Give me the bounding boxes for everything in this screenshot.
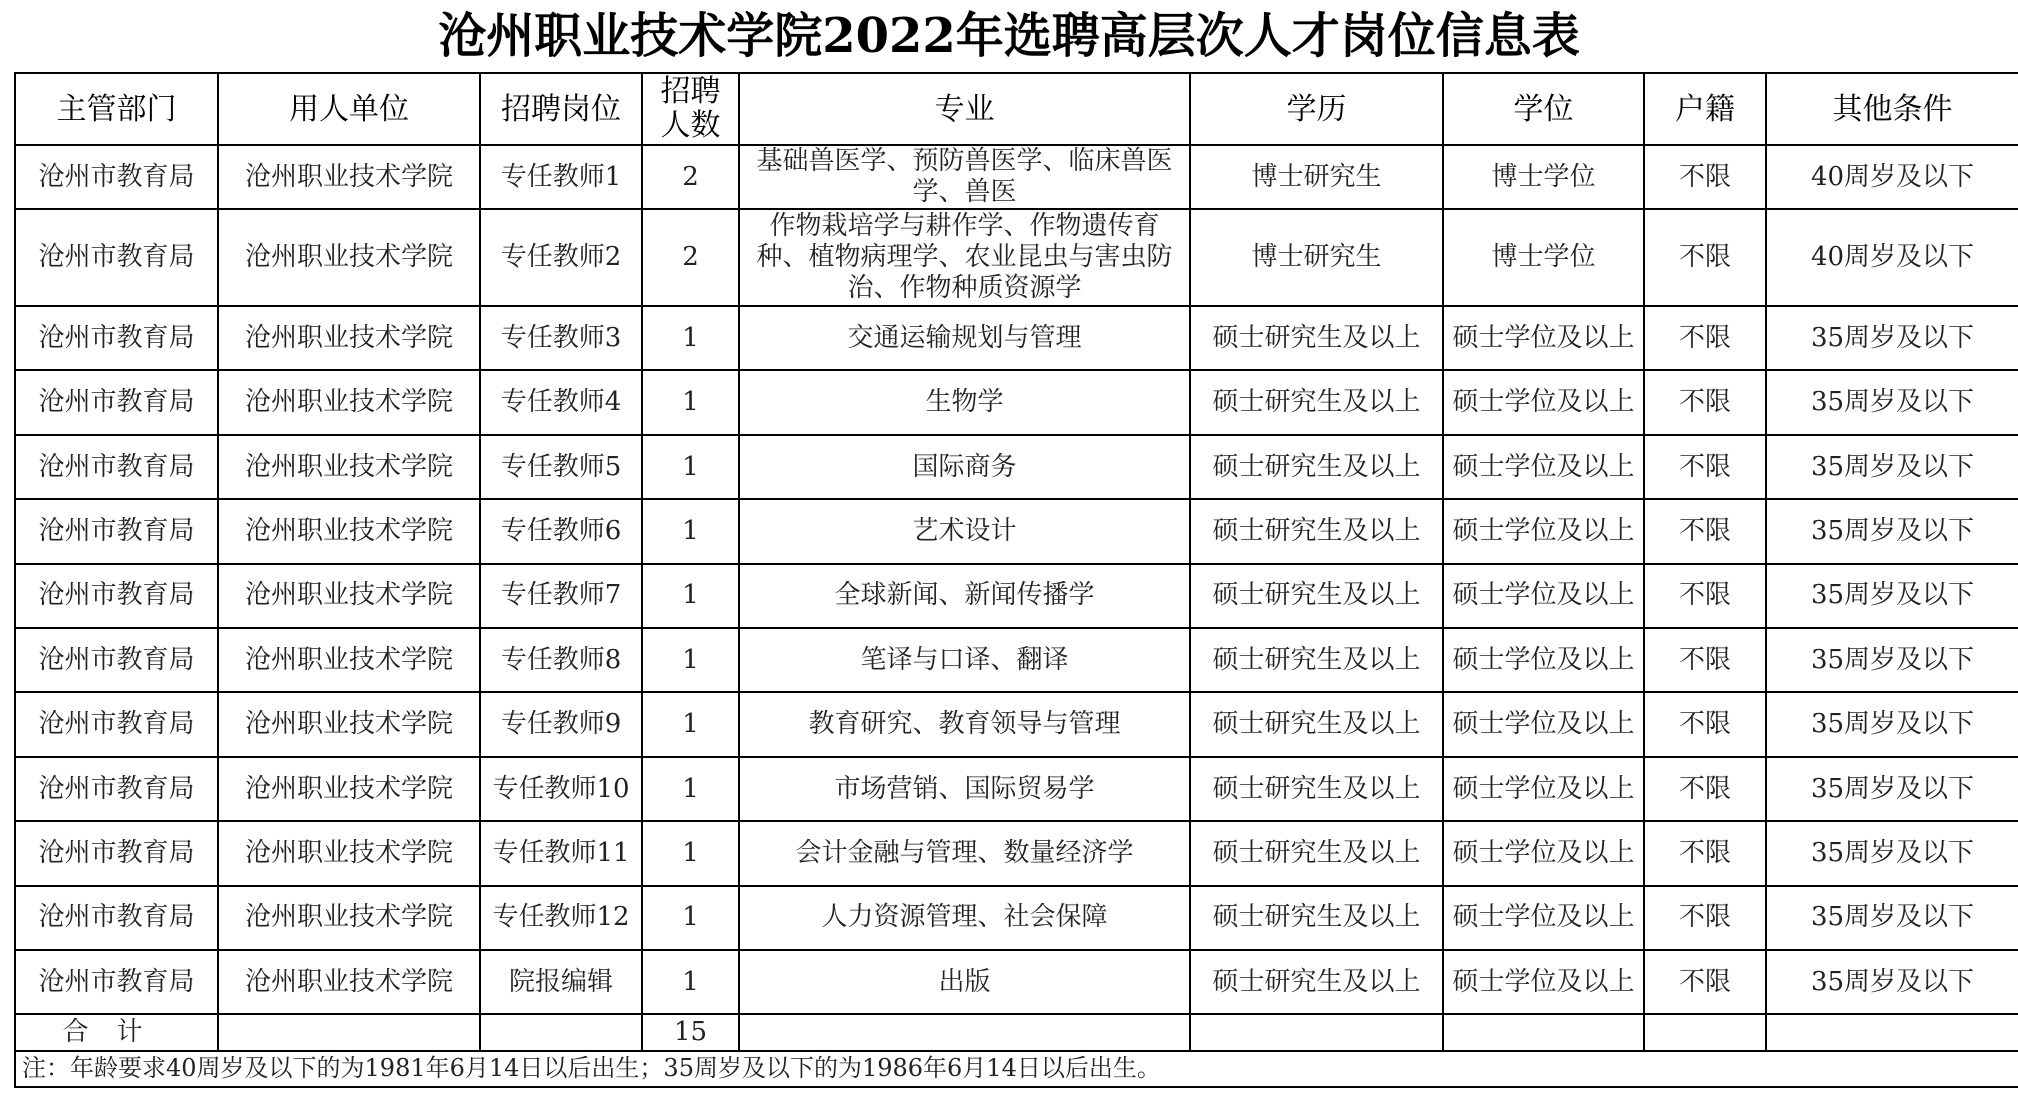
cell-employer: 沧州职业技术学院 <box>218 821 480 885</box>
cell-department: 沧州市教育局 <box>15 306 218 370</box>
cell-other: 40周岁及以下 <box>1766 145 2018 209</box>
table-row <box>15 950 2018 1014</box>
cell-other: 40周岁及以下 <box>1766 209 2018 306</box>
page-title: 沧州职业技术学院2022年选聘高层次人才岗位信息表 <box>438 8 1580 64</box>
cell-employer: 沧州职业技术学院 <box>218 370 480 434</box>
cell-department: 沧州市教育局 <box>15 692 218 756</box>
cell-position: 专任教师11 <box>480 821 642 885</box>
cell-major: 交通运输规划与管理 <box>739 306 1190 370</box>
cell-department: 沧州市教育局 <box>15 145 218 209</box>
cell-major: 艺术设计 <box>739 499 1190 563</box>
cell-major: 笔译与口译、翻译 <box>739 628 1190 692</box>
cell-degree: 硕士学位及以上 <box>1443 628 1644 692</box>
cell-other: 35周岁及以下 <box>1766 821 2018 885</box>
cell-other: 35周岁及以下 <box>1766 306 2018 370</box>
total-label: 合计 <box>15 1014 218 1050</box>
cell-department: 沧州市教育局 <box>15 564 218 628</box>
cell-count: 1 <box>642 692 739 756</box>
cell-other: 35周岁及以下 <box>1766 692 2018 756</box>
cell-major: 基础兽医学、预防兽医学、临床兽医学、兽医 <box>739 145 1190 209</box>
cell-count: 1 <box>642 628 739 692</box>
cell-education: 硕士研究生及以上 <box>1190 628 1443 692</box>
note-row <box>15 1051 2018 1087</box>
cell-count: 1 <box>642 886 739 950</box>
cell-household: 不限 <box>1644 306 1766 370</box>
cell-education: 硕士研究生及以上 <box>1190 886 1443 950</box>
cell-other: 35周岁及以下 <box>1766 564 2018 628</box>
table-row <box>15 821 2018 885</box>
cell-count: 1 <box>642 499 739 563</box>
cell-position: 专任教师3 <box>480 306 642 370</box>
table-row <box>15 145 2018 209</box>
cell-education: 硕士研究生及以上 <box>1190 435 1443 499</box>
cell-department: 沧州市教育局 <box>15 628 218 692</box>
cell-household: 不限 <box>1644 145 1766 209</box>
cell-other: 35周岁及以下 <box>1766 628 2018 692</box>
cell-empty <box>1443 1014 1644 1050</box>
cell-department: 沧州市教育局 <box>15 821 218 885</box>
cell-count: 1 <box>642 306 739 370</box>
col-header-degree: 学位 <box>1443 73 1644 145</box>
footnote: 注：年龄要求40周岁及以下的为1981年6月14日以后出生；35周岁及以下的为1986年6月14日以后出生。 <box>15 1051 2018 1087</box>
cell-employer: 沧州职业技术学院 <box>218 435 480 499</box>
cell-count: 1 <box>642 757 739 821</box>
cell-household: 不限 <box>1644 209 1766 306</box>
cell-education: 硕士研究生及以上 <box>1190 370 1443 434</box>
cell-count: 2 <box>642 209 739 306</box>
cell-major: 市场营销、国际贸易学 <box>739 757 1190 821</box>
cell-education: 硕士研究生及以上 <box>1190 499 1443 563</box>
cell-empty <box>218 1014 480 1050</box>
cell-employer: 沧州职业技术学院 <box>218 886 480 950</box>
cell-position: 院报编辑 <box>480 950 642 1014</box>
cell-education: 博士研究生 <box>1190 209 1443 306</box>
table-row <box>15 757 2018 821</box>
table-row <box>15 306 2018 370</box>
cell-household: 不限 <box>1644 757 1766 821</box>
cell-position: 专任教师4 <box>480 370 642 434</box>
cell-household: 不限 <box>1644 435 1766 499</box>
cell-department: 沧州市教育局 <box>15 950 218 1014</box>
cell-household: 不限 <box>1644 564 1766 628</box>
cell-employer: 沧州职业技术学院 <box>218 306 480 370</box>
cell-household: 不限 <box>1644 950 1766 1014</box>
cell-employer: 沧州职业技术学院 <box>218 757 480 821</box>
cell-count: 1 <box>642 821 739 885</box>
cell-degree: 硕士学位及以上 <box>1443 499 1644 563</box>
cell-department: 沧州市教育局 <box>15 886 218 950</box>
cell-education: 硕士研究生及以上 <box>1190 564 1443 628</box>
cell-position: 专任教师2 <box>480 209 642 306</box>
cell-household: 不限 <box>1644 692 1766 756</box>
cell-department: 沧州市教育局 <box>15 499 218 563</box>
col-header-department: 主管部门 <box>15 73 218 145</box>
cell-degree: 硕士学位及以上 <box>1443 886 1644 950</box>
cell-position: 专任教师12 <box>480 886 642 950</box>
col-header-position: 招聘岗位 <box>480 73 642 145</box>
cell-education: 博士研究生 <box>1190 145 1443 209</box>
cell-degree: 硕士学位及以上 <box>1443 306 1644 370</box>
cell-household: 不限 <box>1644 499 1766 563</box>
col-header-other: 其他条件 <box>1766 73 2018 145</box>
positions-table <box>14 72 2018 1088</box>
cell-count: 1 <box>642 370 739 434</box>
cell-employer: 沧州职业技术学院 <box>218 564 480 628</box>
cell-empty <box>1644 1014 1766 1050</box>
header-row <box>15 73 2018 145</box>
cell-employer: 沧州职业技术学院 <box>218 692 480 756</box>
cell-degree: 博士学位 <box>1443 145 1644 209</box>
cell-department: 沧州市教育局 <box>15 209 218 306</box>
cell-degree: 硕士学位及以上 <box>1443 370 1644 434</box>
cell-education: 硕士研究生及以上 <box>1190 821 1443 885</box>
cell-other: 35周岁及以下 <box>1766 950 2018 1014</box>
cell-education: 硕士研究生及以上 <box>1190 950 1443 1014</box>
table-row <box>15 628 2018 692</box>
cell-education: 硕士研究生及以上 <box>1190 692 1443 756</box>
cell-major: 全球新闻、新闻传播学 <box>739 564 1190 628</box>
col-header-employer: 用人单位 <box>218 73 480 145</box>
col-header-major: 专业 <box>739 73 1190 145</box>
total-count: 15 <box>642 1014 739 1050</box>
cell-degree: 博士学位 <box>1443 209 1644 306</box>
cell-degree: 硕士学位及以上 <box>1443 564 1644 628</box>
cell-empty <box>1766 1014 2018 1050</box>
cell-empty <box>1190 1014 1443 1050</box>
cell-department: 沧州市教育局 <box>15 370 218 434</box>
cell-education: 硕士研究生及以上 <box>1190 306 1443 370</box>
table-row <box>15 209 2018 306</box>
col-header-education: 学历 <box>1190 73 1443 145</box>
table-row <box>15 886 2018 950</box>
cell-other: 35周岁及以下 <box>1766 370 2018 434</box>
cell-count: 1 <box>642 950 739 1014</box>
cell-employer: 沧州职业技术学院 <box>218 209 480 306</box>
cell-employer: 沧州职业技术学院 <box>218 628 480 692</box>
cell-position: 专任教师5 <box>480 435 642 499</box>
table-row <box>15 564 2018 628</box>
table-row <box>15 499 2018 563</box>
cell-major: 作物栽培学与耕作学、作物遗传育种、植物病理学、农业昆虫与害虫防治、作物种质资源学 <box>739 209 1190 306</box>
col-header-household: 户籍 <box>1644 73 1766 145</box>
cell-household: 不限 <box>1644 628 1766 692</box>
cell-degree: 硕士学位及以上 <box>1443 821 1644 885</box>
table-row <box>15 692 2018 756</box>
cell-count: 1 <box>642 564 739 628</box>
cell-degree: 硕士学位及以上 <box>1443 950 1644 1014</box>
cell-major: 生物学 <box>739 370 1190 434</box>
cell-household: 不限 <box>1644 370 1766 434</box>
cell-position: 专任教师6 <box>480 499 642 563</box>
cell-other: 35周岁及以下 <box>1766 435 2018 499</box>
cell-empty <box>739 1014 1190 1050</box>
cell-department: 沧州市教育局 <box>15 435 218 499</box>
cell-count: 2 <box>642 145 739 209</box>
cell-degree: 硕士学位及以上 <box>1443 757 1644 821</box>
cell-other: 35周岁及以下 <box>1766 886 2018 950</box>
cell-degree: 硕士学位及以上 <box>1443 692 1644 756</box>
cell-major: 会计金融与管理、数量经济学 <box>739 821 1190 885</box>
col-header-count: 招聘人数 <box>642 73 739 145</box>
cell-education: 硕士研究生及以上 <box>1190 757 1443 821</box>
cell-position: 专任教师10 <box>480 757 642 821</box>
cell-employer: 沧州职业技术学院 <box>218 950 480 1014</box>
cell-count: 1 <box>642 435 739 499</box>
cell-position: 专任教师8 <box>480 628 642 692</box>
cell-degree: 硕士学位及以上 <box>1443 435 1644 499</box>
cell-department: 沧州市教育局 <box>15 757 218 821</box>
cell-position: 专任教师7 <box>480 564 642 628</box>
cell-employer: 沧州职业技术学院 <box>218 145 480 209</box>
table-row <box>15 370 2018 434</box>
cell-position: 专任教师9 <box>480 692 642 756</box>
cell-position: 专任教师1 <box>480 145 642 209</box>
cell-major: 教育研究、教育领导与管理 <box>739 692 1190 756</box>
cell-household: 不限 <box>1644 886 1766 950</box>
cell-other: 35周岁及以下 <box>1766 499 2018 563</box>
cell-major: 出版 <box>739 950 1190 1014</box>
cell-household: 不限 <box>1644 821 1766 885</box>
table-row <box>15 435 2018 499</box>
cell-empty <box>480 1014 642 1050</box>
cell-other: 35周岁及以下 <box>1766 757 2018 821</box>
cell-major: 人力资源管理、社会保障 <box>739 886 1190 950</box>
total-row <box>15 1014 2018 1050</box>
cell-employer: 沧州职业技术学院 <box>218 499 480 563</box>
cell-major: 国际商务 <box>739 435 1190 499</box>
